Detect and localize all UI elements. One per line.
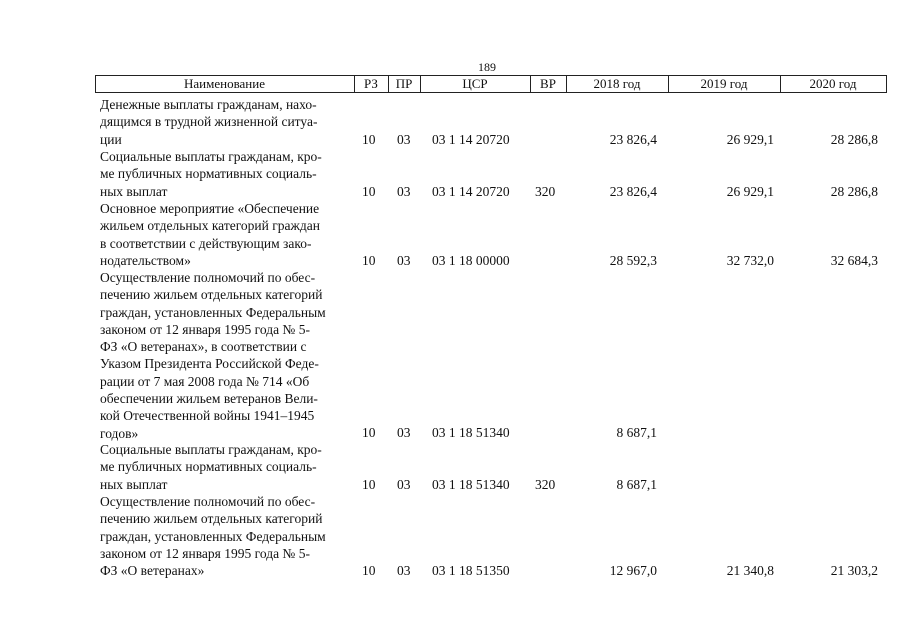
row-2018: 28 592,3 — [609, 252, 657, 268]
row-pr: 03 — [397, 183, 411, 199]
row-pr: 03 — [397, 476, 411, 492]
row-2018: 23 826,4 — [609, 183, 657, 199]
row-csr: 03 1 14 20720 — [432, 183, 510, 199]
row-2019: 26 929,1 — [726, 131, 774, 147]
row-pr: 03 — [397, 562, 411, 578]
row-2018: 12 967,0 — [609, 562, 657, 578]
row-name: Осуществление полномочий по обес- печению жильем отдельных категорий граждан, установленных Федеральным законом от 12 января 1995 года № 5- ФЗ «О ветеранах», в соответствии с Указом Президента Российской Феде- рации от 7 мая 2008 года № 714 «Об обеспечении жильем ветеранов Вели- кой Отечественной войны 1941–1945 годов» — [100, 270, 326, 441]
table-header — [95, 75, 887, 93]
header-2019: 2019 год — [700, 76, 748, 91]
row-pr: 03 — [397, 252, 411, 268]
table-row — [0, 441, 905, 493]
header-rz: РЗ — [364, 76, 378, 91]
row-vr: 320 — [535, 476, 556, 492]
row-name: Социальные выплаты гражданам, кро- ме публичных нормативных социаль- ных выплат — [100, 442, 322, 492]
row-csr: 03 1 18 51350 — [432, 562, 510, 578]
row-rz: 10 — [362, 562, 376, 578]
row-2020: 32 684,3 — [830, 252, 878, 268]
row-rz: 10 — [362, 424, 376, 440]
row-2018: 8 687,1 — [616, 476, 657, 492]
row-rz: 10 — [362, 131, 376, 147]
row-name: Денежные выплаты гражданам, нахо- дящимся в трудной жизненной ситуа- ции — [100, 97, 318, 147]
row-pr: 03 — [397, 131, 411, 147]
row-rz: 10 — [362, 476, 376, 492]
table-row — [0, 96, 905, 148]
row-pr: 03 — [397, 424, 411, 440]
row-rz: 10 — [362, 183, 376, 199]
row-csr: 03 1 14 20720 — [432, 131, 510, 147]
row-2020: 21 303,2 — [830, 562, 878, 578]
row-2018: 8 687,1 — [616, 424, 657, 440]
row-name: Основное мероприятие «Обеспечение жильем отдельных категорий граждан в соответствии с действующим зако- нодательством» — [100, 201, 320, 268]
row-2020: 28 286,8 — [830, 183, 878, 199]
table-row — [0, 148, 905, 200]
table-row — [0, 200, 905, 269]
header-name: Наименование — [184, 76, 265, 91]
row-csr: 03 1 18 51340 — [432, 476, 510, 492]
row-csr: 03 1 18 51340 — [432, 424, 510, 440]
row-2018: 23 826,4 — [609, 131, 657, 147]
row-vr: 320 — [535, 183, 556, 199]
header-pr: ПР — [395, 76, 413, 91]
table-row — [0, 269, 905, 441]
row-csr: 03 1 18 00000 — [432, 252, 510, 268]
header-2018: 2018 год — [593, 76, 641, 91]
table-row — [0, 493, 905, 579]
row-2019: 21 340,8 — [726, 562, 774, 578]
row-2019: 26 929,1 — [726, 183, 774, 199]
row-name: Осуществление полномочий по обес- печению жильем отдельных категорий граждан, установленных Федеральным законом от 12 января 1995 года № 5- ФЗ «О ветеранах» — [100, 494, 326, 579]
page-number: 189 — [478, 60, 496, 74]
row-2020: 28 286,8 — [830, 131, 878, 147]
row-name: Социальные выплаты гражданам, кро- ме публичных нормативных социаль- ных выплат — [100, 149, 322, 199]
header-vr: ВР — [540, 76, 556, 91]
header-csr: ЦСР — [462, 76, 488, 91]
row-2019: 32 732,0 — [726, 252, 774, 268]
header-2020: 2020 год — [809, 76, 857, 91]
row-rz: 10 — [362, 252, 376, 268]
